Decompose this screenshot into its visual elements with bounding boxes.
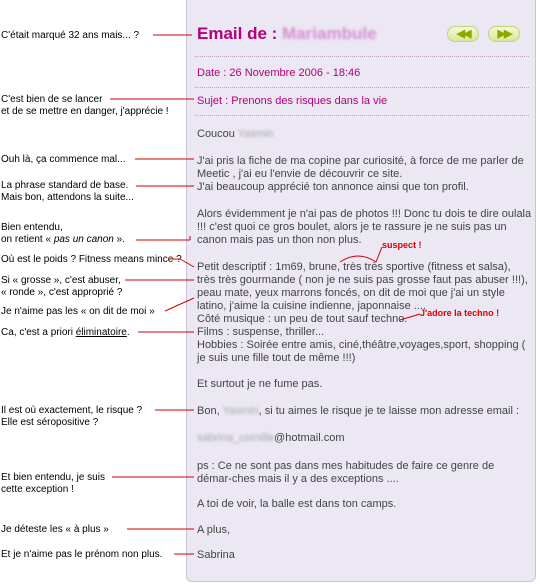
comment-on-dit: Je n'aime pas les « on dit de moi » [1, 306, 155, 317]
paragraph-7: Hobbies : Soirée entre amis, ciné,théâtre,voyages,sport, shopping ( je suis une fille tout de même !!!) [197, 339, 526, 364]
paragraph-9 [197, 405, 532, 418]
paragraph-11: A toi de voir, la balle est dans ton camps. [197, 498, 397, 510]
divider [195, 115, 529, 116]
comment-line: on retient « [1, 234, 54, 245]
double-chevron-left-icon: ◀◀ [456, 28, 470, 40]
comment-line: ». [113, 234, 125, 245]
comment-line: C'est bien de se lancer [1, 94, 103, 105]
comment-lancer [1, 94, 169, 118]
comment-phrase [1, 180, 134, 204]
comment-line: Ca, c'est a priori [1, 327, 76, 338]
comment-line: Bien entendu, [1, 222, 63, 233]
sender-name: Mariambule [282, 24, 377, 43]
comment-line: cette exception ! [1, 484, 74, 495]
recipient-name: Yasmin [222, 405, 259, 417]
paragraph-2: J'ai beaucoup apprécié ton annonce ainsi que ton profil. [197, 181, 469, 193]
paragraph-1: J'ai pris la fiche de ma copine par curiosité, à force de me parler de Meetic , j'ai eu l'envie de découvrir ce site. [197, 155, 524, 180]
comment-line: Et bien entendu, je suis [1, 472, 105, 483]
email-panel [186, 0, 536, 582]
paragraph-3: Alors évidemment je n'ai pas de photos !!! Donc tu dois te dire oulala !!! c'est quoi ce gros boulet, alors je te rassure je ne suis pas un canon mais pas un thon non plus. [197, 208, 532, 246]
email-sender-heading [197, 24, 377, 44]
comment-a-plus: Je déteste les « à plus » [1, 524, 109, 535]
email-domain: @hotmail.com [274, 432, 345, 444]
comment-line: et de se mettre en danger, j'apprécie ! [1, 106, 169, 117]
comment-risque [1, 405, 142, 429]
comment-exception [1, 472, 105, 496]
paragraph-12: A plus, [197, 524, 231, 536]
text: , si tu aimes le risque je te laisse mon adresse email : [258, 405, 520, 417]
note-suspect: suspect ! [382, 240, 422, 250]
divider [195, 56, 529, 57]
email-address [197, 432, 532, 445]
email-subject: Sujet : Prenons des risques dans la vie [197, 95, 388, 107]
comment-underline: éliminatoire [75, 327, 127, 338]
paragraph-6: Films : suspense, thriller... [197, 326, 325, 338]
comment-line: Elle est séropositive ? [1, 417, 99, 428]
email-user: sabrina_cornille [197, 432, 275, 444]
from-label: Email de : [197, 24, 278, 43]
comment-emphasis: pas un canon [53, 234, 114, 245]
comment-line: Il est où exactement, le risque ? [1, 405, 143, 416]
paragraph-4: Petit descriptif : 1m69, brune, très très sportive (fitness et salsa), très très gourmande ( non je ne suis pas grosse faut pas abuser !!!), peau mate, yeux marrons foncés, on dit de moi que j'ai un style latino, j'aime la cuisine indienne, japonnaise .... [197, 261, 528, 312]
signature: Sabrina [197, 549, 235, 561]
comment-canon [1, 222, 125, 246]
comment-poids: Où est le poids ? Fitness means mince ? [1, 254, 182, 265]
email-greeting [197, 128, 532, 141]
paragraph-10: ps : Ce ne sont pas dans mes habitudes de faire ce genre de démar-ches mais il y a des exceptions .... [197, 460, 495, 485]
comment-line: Mais bon, attendons la suite... [1, 192, 134, 203]
comment-age: C'était marqué 32 ans mais... ? [1, 30, 140, 41]
paragraph-8: Et surtout je ne fume pas. [197, 378, 323, 390]
paragraph-5: Côté musique : un peu de tout sauf techno. [197, 313, 408, 325]
text: Bon, [197, 405, 220, 417]
comment-line: . [126, 327, 130, 338]
recipient-name: Yasmin [237, 128, 274, 140]
previous-message-button[interactable] [447, 26, 479, 42]
comment-eliminatoire [1, 327, 130, 339]
email-date: Date : 26 Novembre 2006 - 18:46 [197, 67, 361, 79]
note-techno: J'adore la techno ! [420, 308, 500, 318]
comment-line: La phrase standard de base. [1, 180, 129, 191]
greeting-text: Coucou [197, 128, 235, 140]
next-message-button[interactable] [488, 26, 520, 42]
comment-grosse [1, 275, 122, 299]
divider [195, 87, 529, 88]
comment-prenom: Et je n'aime pas le prénom non plus. [1, 549, 163, 560]
comment-line: Si « grosse », c'est abuser, [1, 275, 121, 286]
double-chevron-right-icon: ▶▶ [497, 28, 511, 40]
comment-commence: Ouh là, ça commence mal... [1, 154, 126, 165]
comment-line: « ronde », c'est approprié ? [1, 287, 123, 298]
